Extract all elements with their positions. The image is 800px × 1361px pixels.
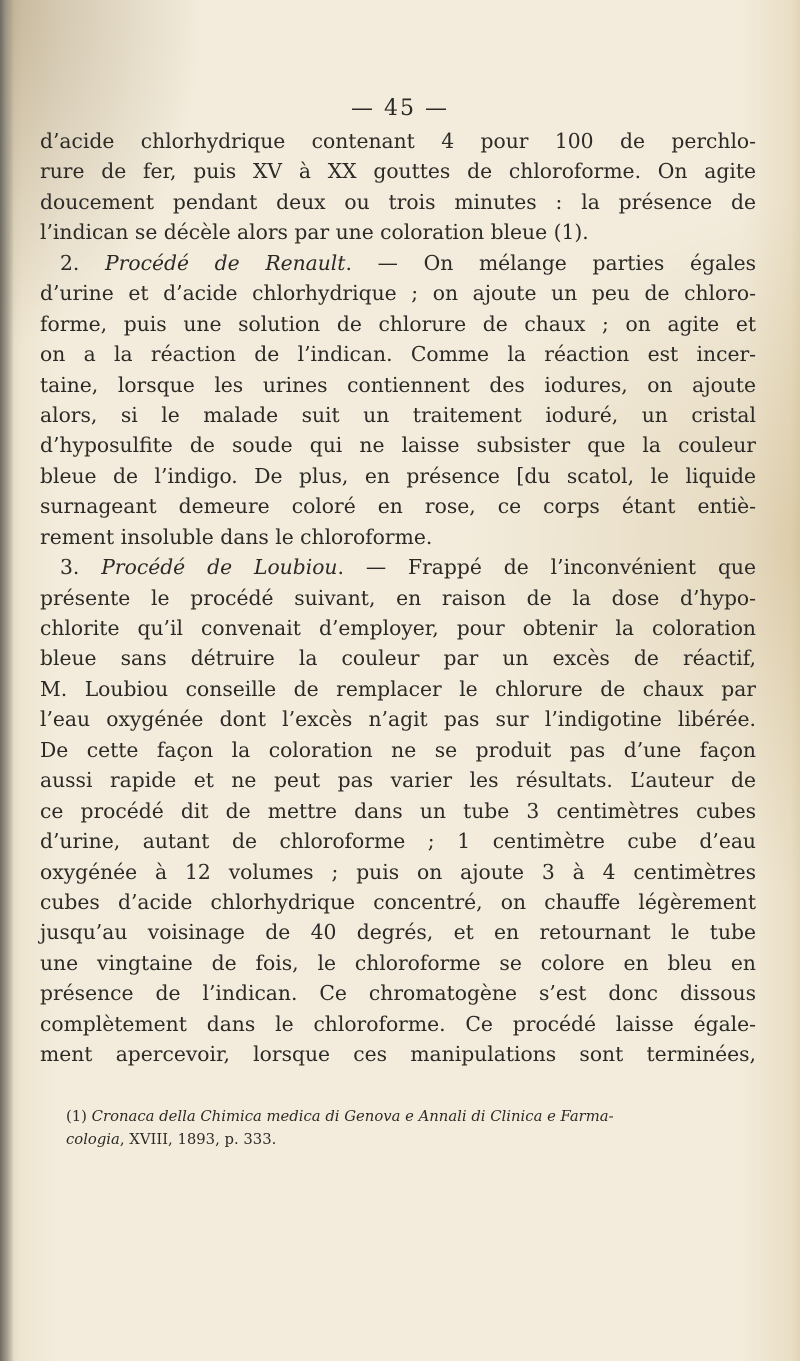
section-heading-line [40, 248, 756, 278]
text-line: doucement pendant deux ou trois minutes : la présence de [40, 189, 756, 214]
section-title: Procédé de Renault [105, 250, 346, 275]
section-title: Procédé de Loubiou [101, 555, 338, 580]
text-line: l’eau oxygénée dont l’excès n’agit pas sur l’indigotine libérée. [40, 707, 756, 732]
text-line: jusqu’au voisinage de 40 degrés, et en retournant le tube [40, 920, 756, 945]
text-line: surnageant demeure coloré en rose, ce corps étant entiè- [40, 494, 756, 519]
text-line: on a la réaction de l’indican. Comme la réaction est incer- [40, 342, 756, 367]
text-fragment: . — Frappé de l’inconvénient que [337, 555, 756, 580]
body-text [40, 126, 756, 1070]
footnote-reference: , XVIII, 1893, p. 333. [119, 1131, 277, 1148]
page-number: — 45 — [351, 96, 449, 121]
text-line: M. Loubiou conseille de remplacer le chlorure de chaux par [40, 676, 756, 701]
text-line: une vingtaine de fois, le chloroforme se colore en bleu en [40, 950, 756, 975]
text-line: présence de l’indican. Ce chromatogène s’est donc dissous [40, 981, 756, 1006]
text-line: bleue sans détruire la couleur par un excès de réactif, [40, 646, 756, 671]
binding-shadow [0, 0, 14, 1361]
text-line: alors, si le malade suit un traitement ioduré, un cristal [40, 402, 756, 427]
footnote-citation-cont: cologia [66, 1131, 120, 1148]
text-line: d’urine, autant de chloroforme ; 1 centimètre cube d’eau [40, 829, 756, 854]
section-heading-line [40, 552, 756, 582]
text-line: rement insoluble dans le chloroforme. [40, 524, 433, 549]
footnote [66, 1105, 756, 1151]
text-line: d’hyposulfite de soude qui ne laisse subsister que la couleur [40, 433, 756, 458]
text-line: cubes d’acide chlorhydrique concentré, on chauffe légèrement [40, 889, 756, 914]
footnote-marker: (1) [66, 1108, 92, 1125]
text-line: présente le procédé suivant, en raison de la dose d’hypo- [40, 585, 756, 610]
text-line: bleue de l’indigo. De plus, en présence [du scatol, le liquide [40, 463, 756, 488]
text-line: rure de fer, puis XV à XX gouttes de chloroforme. On agite [40, 159, 756, 184]
text-line: taine, lorsque les urines contiennent des iodures, on ajoute [40, 372, 756, 397]
text-line: aussi rapide et ne peut pas varier les résultats. L’auteur de [40, 768, 756, 793]
footnote-line [66, 1105, 756, 1128]
text-line: d’acide chlorhydrique contenant 4 pour 100 de perchlo- [40, 129, 756, 153]
text-line: complètement dans le chloroforme. Ce procédé laisse égale- [40, 1011, 756, 1036]
text-line: oxygénée à 12 volumes ; puis on ajoute 3 à 4 centimètres [40, 859, 756, 884]
section-number: 3. [60, 555, 102, 580]
text-line: chlorite qu’il convenait d’employer, pour obtenir la coloration [40, 616, 756, 640]
text-line: ment apercevoir, lorsque ces manipulations sont terminées, [40, 1042, 756, 1067]
text-fragment: . — On mélange parties égales [345, 250, 756, 275]
section-number: 2. [60, 250, 106, 275]
footnote-citation: Cronaca della Chimica medica di Genova e Annali di Clinica e Farma- [91, 1108, 614, 1125]
text-line: d’urine et d’acide chlorhydrique ; on ajoute un peu de chloro- [40, 281, 756, 306]
text-line: forme, puis une solution de chlorure de chaux ; on agite et [40, 311, 756, 336]
text-line: l’indican se décèle alors par une coloration bleue (1). [40, 220, 589, 245]
text-line: De cette façon la coloration ne se produit pas d’une façon [40, 737, 756, 762]
text-line: ce procédé dit de mettre dans un tube 3 centimètres cubes [40, 798, 756, 823]
footnote-line [66, 1128, 756, 1151]
